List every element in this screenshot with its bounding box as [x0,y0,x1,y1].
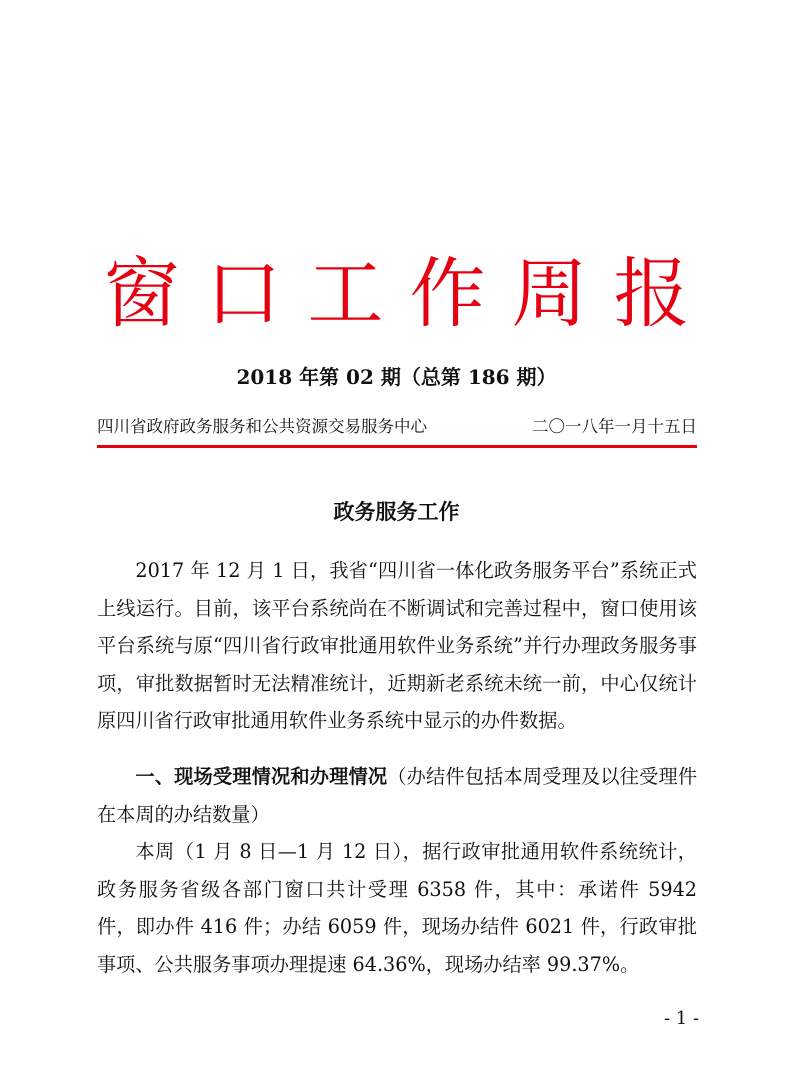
issue-number: 2018 年第 02 期（总第 186 期） [236,365,557,389]
page-number: - 1 - [664,1008,700,1029]
subsection-heading [97,758,697,833]
subsection-heading-title: 一、现场受理情况和办理情况 [135,765,388,788]
section-title: 政务服务工作 [333,500,460,524]
masthead-title: 窗口工作周报 [103,249,716,338]
statistics-paragraph: 本周（1 月 8 日—1 月 12 日），据行政审批通用软件系统统计，政务服务省级各部门窗口共计受理 6358 件，其中：承诺件 5942 件，即办件 416 件；办结 6059 件，现场办结件 6021 件，行政审批事项、公共服务事项办理提速 64.36%，现场办结率 99.37%。 [97,840,697,976]
statistics-paragraph-block [97,833,697,983]
publication-date: 二〇一八年一月十五日 [532,417,697,436]
publisher-line [97,414,697,440]
red-divider [97,445,697,448]
intro-paragraph-block [97,552,697,740]
subsection-heading-block [97,758,697,833]
subsection-heading-note: （办结件包括本周受理及以往受理件在本周的办结数量） [97,765,698,826]
intro-paragraph: 2017 年 12 月 1 日，我省“四川省一体化政务服务平台”系统正式上线运行。目前，该平台系统尚在不断调试和完善过程中，窗口使用该平台系统与原“四川省行政审批通用软件业务系统”并行办理政务服务事项，审批数据暂时无法精准统计，近期新老系统未统一前，中心仅统计原四川省行政审批通用软件业务系统中显示的办件数据。 [97,559,697,732]
organization-name: 四川省政府政务服务和公共资源交易服务中心 [97,417,427,436]
